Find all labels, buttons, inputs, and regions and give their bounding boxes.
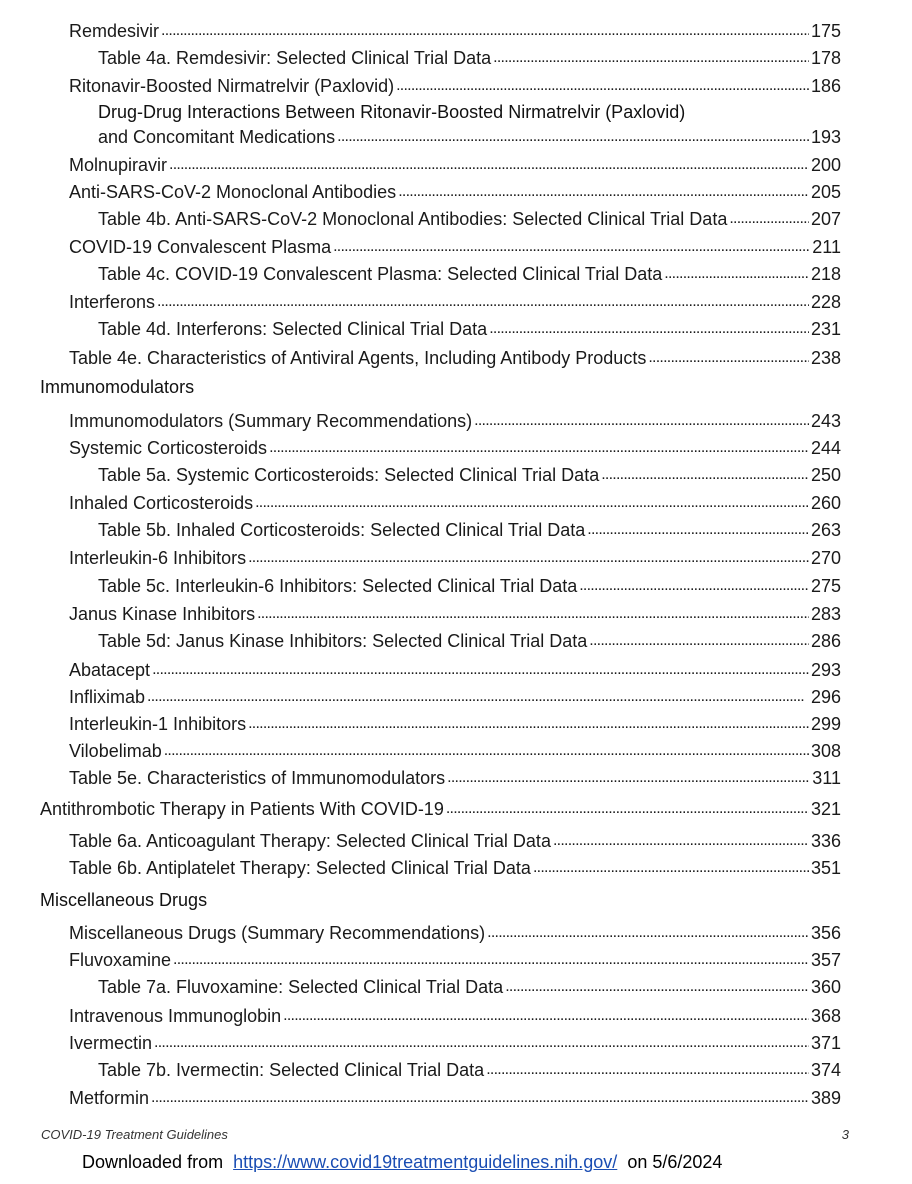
toc-entry-label: Immunomodulators (Summary Recommendations) [69, 411, 473, 431]
toc-entry-ivig[interactable] [69, 1003, 841, 1027]
toc-entry-page: 243 [810, 411, 841, 431]
toc-entry-label: Table 4c. COVID-19 Convalescent Plasma: Selected Clinical Trial Data [98, 264, 663, 284]
toc-entry-table-7a[interactable] [98, 974, 841, 998]
toc-entry-label: Vilobelimab [69, 741, 162, 761]
toc-entry-table-5c[interactable] [98, 573, 841, 597]
toc-entry-label: Abatacept [69, 660, 151, 680]
toc-entry-label: Table 7b. Ivermectin: Selected Clinical Trial Data [98, 1060, 485, 1080]
toc-entry-label: Fluvoxamine [69, 950, 172, 970]
leader-dots [589, 628, 809, 652]
leader-dots [333, 234, 810, 258]
leader-dots [489, 316, 809, 340]
leader-dots [152, 657, 809, 681]
leader-dots [269, 435, 809, 459]
toc-entry-table-5d[interactable] [98, 628, 841, 652]
toc-entry-page: 205 [810, 182, 841, 202]
leader-dots [729, 206, 809, 230]
leader-dots [664, 261, 809, 285]
toc-entry-page: 299 [810, 714, 841, 734]
toc-entry-page: 228 [810, 292, 841, 312]
toc-entry-label: Interleukin-6 Inhibitors [69, 548, 247, 568]
toc-entry-label: Antithrombotic Therapy in Patients With COVID-19 [40, 799, 444, 819]
toc-entry-page: 357 [810, 950, 841, 970]
section-heading-immunomodulators: Immunomodulators [40, 377, 195, 397]
toc-entry-label: Infliximab [69, 687, 146, 707]
toc-entry-page: 336 [810, 831, 841, 851]
leader-dots [257, 601, 809, 625]
toc-entry-page: 211 [812, 237, 841, 257]
download-prefix: Downloaded from [82, 1152, 224, 1172]
toc-entry-metformin[interactable] [69, 1085, 841, 1109]
leader-dots [255, 490, 809, 514]
toc-entry-page: 311 [812, 768, 841, 788]
toc-entry-plasma[interactable] [69, 234, 841, 258]
toc-entry-ivermectin[interactable] [69, 1030, 841, 1054]
toc-entry-page: 250 [810, 465, 841, 485]
toc-entry-page: 371 [810, 1033, 841, 1053]
leader-dots [505, 974, 809, 998]
toc-entry-table-4e[interactable] [69, 345, 841, 369]
toc-entry-label: Ritonavir-Boosted Nirmatrelvir (Paxlovid) [69, 76, 395, 96]
leader-dots [474, 408, 809, 432]
leader-dots [337, 124, 809, 148]
toc-entry-label: Table 4a. Remdesivir: Selected Clinical Trial Data [98, 48, 492, 68]
toc-entry-label: Remdesivir [69, 21, 160, 41]
toc-entry-monoclonal[interactable] [69, 179, 841, 203]
toc-entry-vilobelimab[interactable] [69, 738, 841, 762]
toc-entry-label: Systemic Corticosteroids [69, 438, 268, 458]
toc-entry-label: Metformin [69, 1088, 150, 1108]
toc-entry-page: 374 [810, 1060, 841, 1080]
leader-dots [493, 45, 809, 69]
leader-dots [154, 1030, 809, 1054]
leader-dots [157, 289, 809, 313]
leader-dots [487, 920, 809, 944]
leader-dots [533, 855, 809, 879]
toc-entry-label: Table 4b. Anti-SARS-CoV-2 Monoclonal Antibodies: Selected Clinical Trial Data [98, 209, 728, 229]
toc-entry-paxlovid[interactable] [69, 73, 841, 97]
toc-entry-label: Molnupiravir [69, 155, 168, 175]
toc-entry-page: 238 [810, 348, 841, 368]
toc-entry-label: Table 4d. Interferons: Selected Clinical Trial Data [98, 319, 488, 339]
toc-entry-page: 231 [810, 319, 841, 339]
leader-dots [248, 711, 809, 735]
toc-entry-interferons[interactable] [69, 289, 841, 313]
download-notice [82, 1152, 722, 1173]
toc-entry-immuno-summary[interactable] [69, 408, 841, 432]
leader-dots [398, 179, 809, 203]
toc-entry-ddi[interactable] [98, 124, 841, 148]
leader-dots [486, 1057, 809, 1081]
toc-entry-page: 351 [810, 858, 841, 878]
download-date: on 5/6/2024 [627, 1152, 723, 1172]
toc-entry-page: 286 [810, 631, 841, 651]
leader-dots [161, 18, 809, 42]
toc-entry-page: 356 [810, 923, 841, 943]
footer-document-title: COVID-19 Treatment Guidelines [41, 1127, 228, 1142]
toc-entry-label: Anti-SARS-CoV-2 Monoclonal Antibodies [69, 182, 397, 202]
toc-entry-abatacept[interactable] [69, 657, 841, 681]
toc-entry-label: Ivermectin [69, 1033, 153, 1053]
toc-entry-label: Inhaled Corticosteroids [69, 493, 254, 513]
toc-entry-il1[interactable] [69, 711, 841, 735]
toc-entry-label: Intravenous Immunoglobin [69, 1006, 282, 1026]
toc-entry-molnupiravir[interactable] [69, 152, 841, 176]
leader-dots [173, 947, 809, 971]
toc-entry-page: 263 [810, 520, 841, 540]
toc-entry-table-5b[interactable] [98, 517, 841, 541]
toc-entry-ddi-line1[interactable]: Drug-Drug Interactions Between Ritonavir-Boosted Nirmatrelvir (Paxlovid) [98, 102, 686, 122]
toc-entry-page: 186 [810, 76, 841, 96]
toc-entry-page: 283 [810, 604, 841, 624]
leader-dots [579, 573, 809, 597]
toc-entry-antithrombotic[interactable] [40, 796, 841, 820]
toc-entry-table-5a[interactable] [98, 462, 841, 486]
toc-entry-page: 308 [810, 741, 841, 761]
toc-entry-page: 270 [810, 548, 841, 568]
toc-entry-page: 244 [810, 438, 841, 458]
toc-entry-fluvoxamine[interactable] [69, 947, 841, 971]
toc-entry-systemic-corticosteroids[interactable] [69, 435, 841, 459]
toc-entry-page: 178 [810, 48, 841, 68]
toc-entry-label: Table 7a. Fluvoxamine: Selected Clinical Trial Data [98, 977, 504, 997]
section-heading-misc: Miscellaneous Drugs [40, 890, 208, 910]
toc-entry-page: 175 [810, 21, 841, 41]
toc-entry-table-7b[interactable] [98, 1057, 841, 1081]
toc-entry-label: COVID-19 Convalescent Plasma [69, 237, 332, 257]
leader-dots [553, 828, 809, 852]
toc-entry-label: Table 5a. Systemic Corticosteroids: Selected Clinical Trial Data [98, 465, 600, 485]
footer-page-number: 3 [841, 1127, 849, 1142]
toc-entry-jak[interactable] [69, 601, 841, 625]
toc-entry-table-5e[interactable] [69, 765, 841, 789]
toc-entry-page: 360 [810, 977, 841, 997]
toc-entry-page: 296 [810, 687, 841, 707]
toc-entry-label: Table 5e. Characteristics of Immunomodulators [69, 768, 446, 788]
toc-entry-table-4d[interactable] [98, 316, 841, 340]
toc-entry-label: Miscellaneous Drugs (Summary Recommendations) [69, 923, 486, 943]
toc-entry-misc-summary[interactable] [69, 920, 841, 944]
leader-dots [396, 73, 809, 97]
toc-entry-label: Table 5d: Janus Kinase Inhibitors: Selected Clinical Trial Data [98, 631, 588, 651]
toc-entry-page: 293 [810, 660, 841, 680]
toc-entry-label: and Concomitant Medications [98, 127, 336, 147]
toc-entry-table-6b[interactable] [69, 855, 841, 879]
toc-entry-label: Table 5b. Inhaled Corticosteroids: Selected Clinical Trial Data [98, 520, 586, 540]
toc-entry-label: Table 5c. Interleukin-6 Inhibitors: Selected Clinical Trial Data [98, 576, 578, 596]
toc-entry-infliximab[interactable] [69, 684, 841, 708]
toc-entry-label: Interleukin-1 Inhibitors [69, 714, 247, 734]
toc-entry-page: 193 [810, 127, 841, 147]
toc-entry-label: Janus Kinase Inhibitors [69, 604, 256, 624]
leader-dots [648, 345, 809, 369]
leader-dots [248, 545, 809, 569]
toc-entry-page: 275 [810, 576, 841, 596]
leader-dots [147, 684, 809, 708]
toc-entry-page: 368 [810, 1006, 841, 1026]
toc-entry-remdesivir[interactable] [69, 18, 841, 42]
toc-entry-page: 389 [810, 1088, 841, 1108]
toc-entry-page: 207 [810, 209, 841, 229]
toc-entry-page: 321 [810, 799, 841, 819]
toc-entry-table-6a[interactable] [69, 828, 841, 852]
toc-entry-page: 218 [810, 264, 841, 284]
leader-dots [446, 796, 809, 820]
toc-entry-page: 260 [810, 493, 841, 513]
toc-entry-table-4c[interactable] [98, 261, 841, 285]
toc-entry-table-4a[interactable] [98, 45, 841, 69]
leader-dots [164, 738, 809, 762]
toc-entry-page: 200 [810, 155, 841, 175]
download-url-link[interactable]: https://www.covid19treatmentguidelines.nih.gov/ [233, 1152, 618, 1172]
leader-dots [587, 517, 809, 541]
toc-entry-label: Table 6b. Antiplatelet Therapy: Selected Clinical Trial Data [69, 858, 531, 878]
leader-dots [447, 765, 810, 789]
leader-dots [601, 462, 809, 486]
toc-entry-label: Table 4e. Characteristics of Antiviral Agents, Including Antibody Products [69, 348, 647, 368]
leader-dots [151, 1085, 809, 1109]
toc-entry-inhaled-corticosteroids[interactable] [69, 490, 841, 514]
leader-dots [283, 1003, 809, 1027]
leader-dots [169, 152, 809, 176]
toc-entry-label: Interferons [69, 292, 156, 312]
toc-entry-label: Table 6a. Anticoagulant Therapy: Selected Clinical Trial Data [69, 831, 551, 851]
toc-entry-il6[interactable] [69, 545, 841, 569]
toc-entry-table-4b[interactable] [98, 206, 841, 230]
